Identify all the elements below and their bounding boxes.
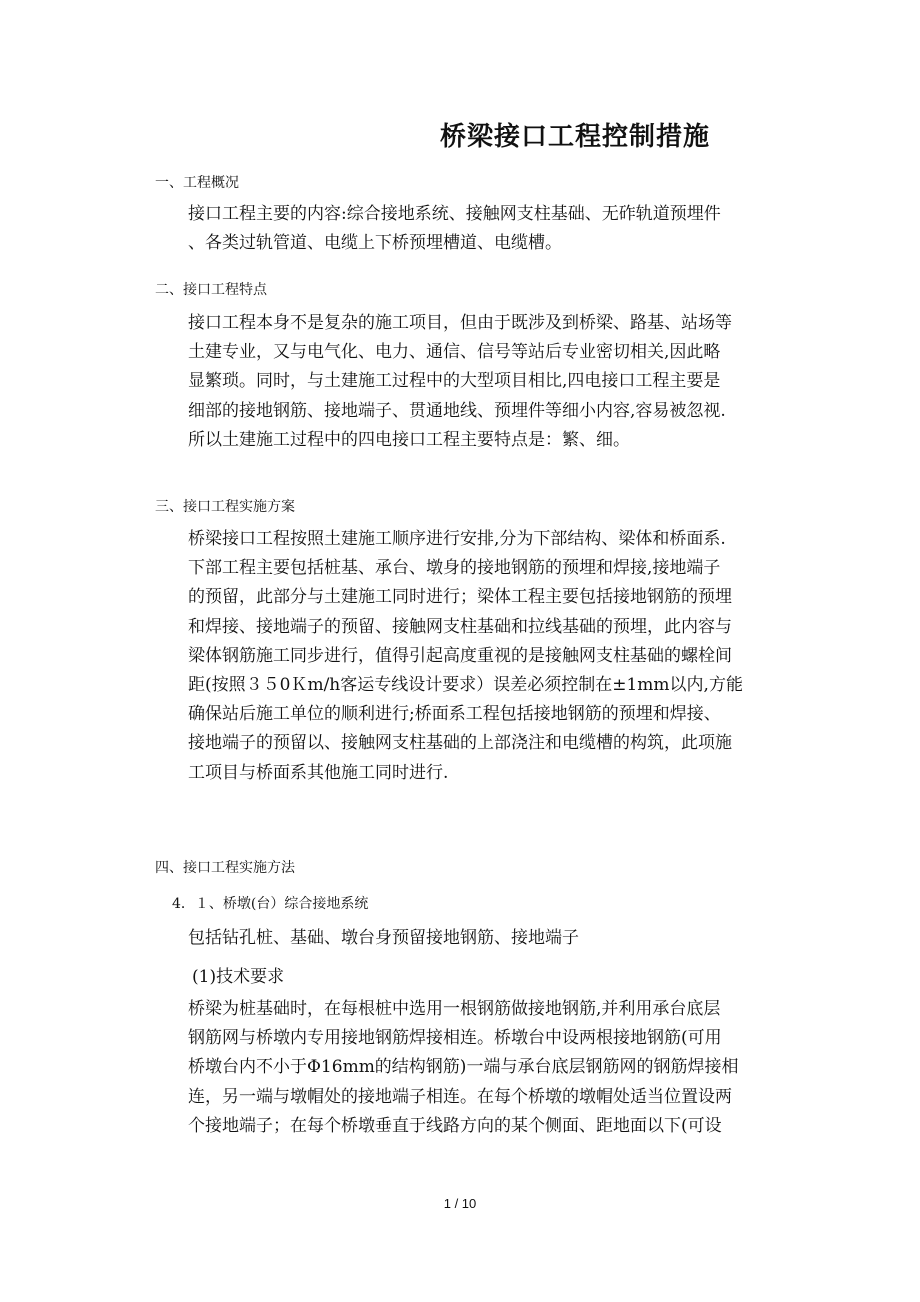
- paragraph-line: 桥墩台内不小于Φ16mm的结构钢筋)一端与承台底层钢筋网的钢筋焊接相: [188, 1057, 739, 1078]
- subsection-heading: 4．１、桥墩(台）综合接地系统: [172, 896, 369, 912]
- paragraph-line: 显繁琐。同时，与土建施工过程中的大型项目相比,四电接口工程主要是: [188, 371, 721, 392]
- section-heading-overview: 一、工程概况: [155, 175, 239, 191]
- paragraph-line: 接口工程主要的内容:综合接地系统、接触网支柱基础、无砟轨道预埋件: [188, 204, 721, 224]
- document-title: 桥梁接口工程控制措施: [440, 122, 711, 152]
- paragraph-line: 梁体钢筋施工同步进行，值得引起高度重视的是接触网支柱基础的螺栓间: [188, 645, 732, 666]
- paragraph-line: 的预留，此部分与土建施工同时进行；梁体工程主要包括接地钢筋的预埋: [188, 587, 732, 608]
- subsection-intro: [188, 924, 788, 953]
- paragraph-overview: [188, 200, 788, 258]
- paragraph-line: 下部工程主要包括桩基、承台、墩身的接地钢筋的预埋和焊接,接地端子: [188, 558, 721, 579]
- tech-requirements-heading: (1)技术要求: [192, 967, 285, 987]
- paragraph-line: 细部的接地钢筋、接地端子、贯通地线、预埋件等细小内容,容易被忽视.: [188, 400, 726, 421]
- paragraph-line: 接地端子的预留以、接触网支柱基础的上部浇注和电缆槽的构筑，此项施: [188, 733, 732, 754]
- paragraph-line: 钢筋网与桥墩内专用接地钢筋焊接相连。桥墩台中设两根接地钢筋(可用: [188, 1028, 722, 1049]
- paragraph-line: 工项目与桥面系其他施工同时进行.: [188, 762, 449, 783]
- paragraph-line: 桥梁为桩基础时，在每根桩中选用一根钢筋做接地钢筋,并利用承台底层: [188, 999, 721, 1019]
- section-heading-methods: 四、接口工程实施方法: [155, 860, 295, 876]
- paragraph-line: 确保站后施工单位的顺利进行;桥面系工程包括接地钢筋的预埋和焊接、: [188, 704, 721, 725]
- paragraph-line: 连，另一端与墩帽处的接地端子相连。在每个桥墩的墩帽处适当位置设两: [188, 1086, 732, 1107]
- paragraph-line: 桥梁接口工程按照土建施工顺序进行安排,分为下部结构、梁体和桥面系.: [188, 529, 726, 549]
- paragraph-line: 和焊接、接地端子的预留、接触网支柱基础和拉线基础的预埋，此内容与: [188, 616, 732, 637]
- page-number: 1 / 10: [443, 1196, 477, 1211]
- paragraph-line: 距(按照３５0Ｋm/h客运专线设计要求）误差必须控制在±1mm以内,方能: [188, 675, 743, 696]
- section-heading-plan: 三、接口工程实施方案: [155, 499, 295, 515]
- paragraph-line: 所以土建施工过程中的四电接口工程主要特点是：繁、细。: [188, 429, 630, 450]
- paragraph-requirements: [188, 995, 788, 1141]
- paragraph-plan: [188, 525, 788, 788]
- paragraph-line: 、各类过轨管道、电缆上下桥预埋槽道、电缆槽。: [188, 233, 562, 254]
- paragraph-line: 包括钻孔桩、基础、墩台身预留接地钢筋、接地端子: [188, 928, 579, 948]
- paragraph-line: 个接地端子；在每个桥墩垂直于线路方向的某个侧面、距地面以下(可设: [188, 1115, 722, 1136]
- paragraph-line: 土建专业，又与电气化、电力、通信、信号等站后专业密切相关,因此略: [188, 342, 721, 363]
- paragraph-features: [188, 309, 788, 455]
- paragraph-line: 接口工程本身不是复杂的施工项目，但由于既涉及到桥梁、路基、站场等: [188, 313, 732, 333]
- section-heading-features: 二、接口工程特点: [155, 282, 267, 298]
